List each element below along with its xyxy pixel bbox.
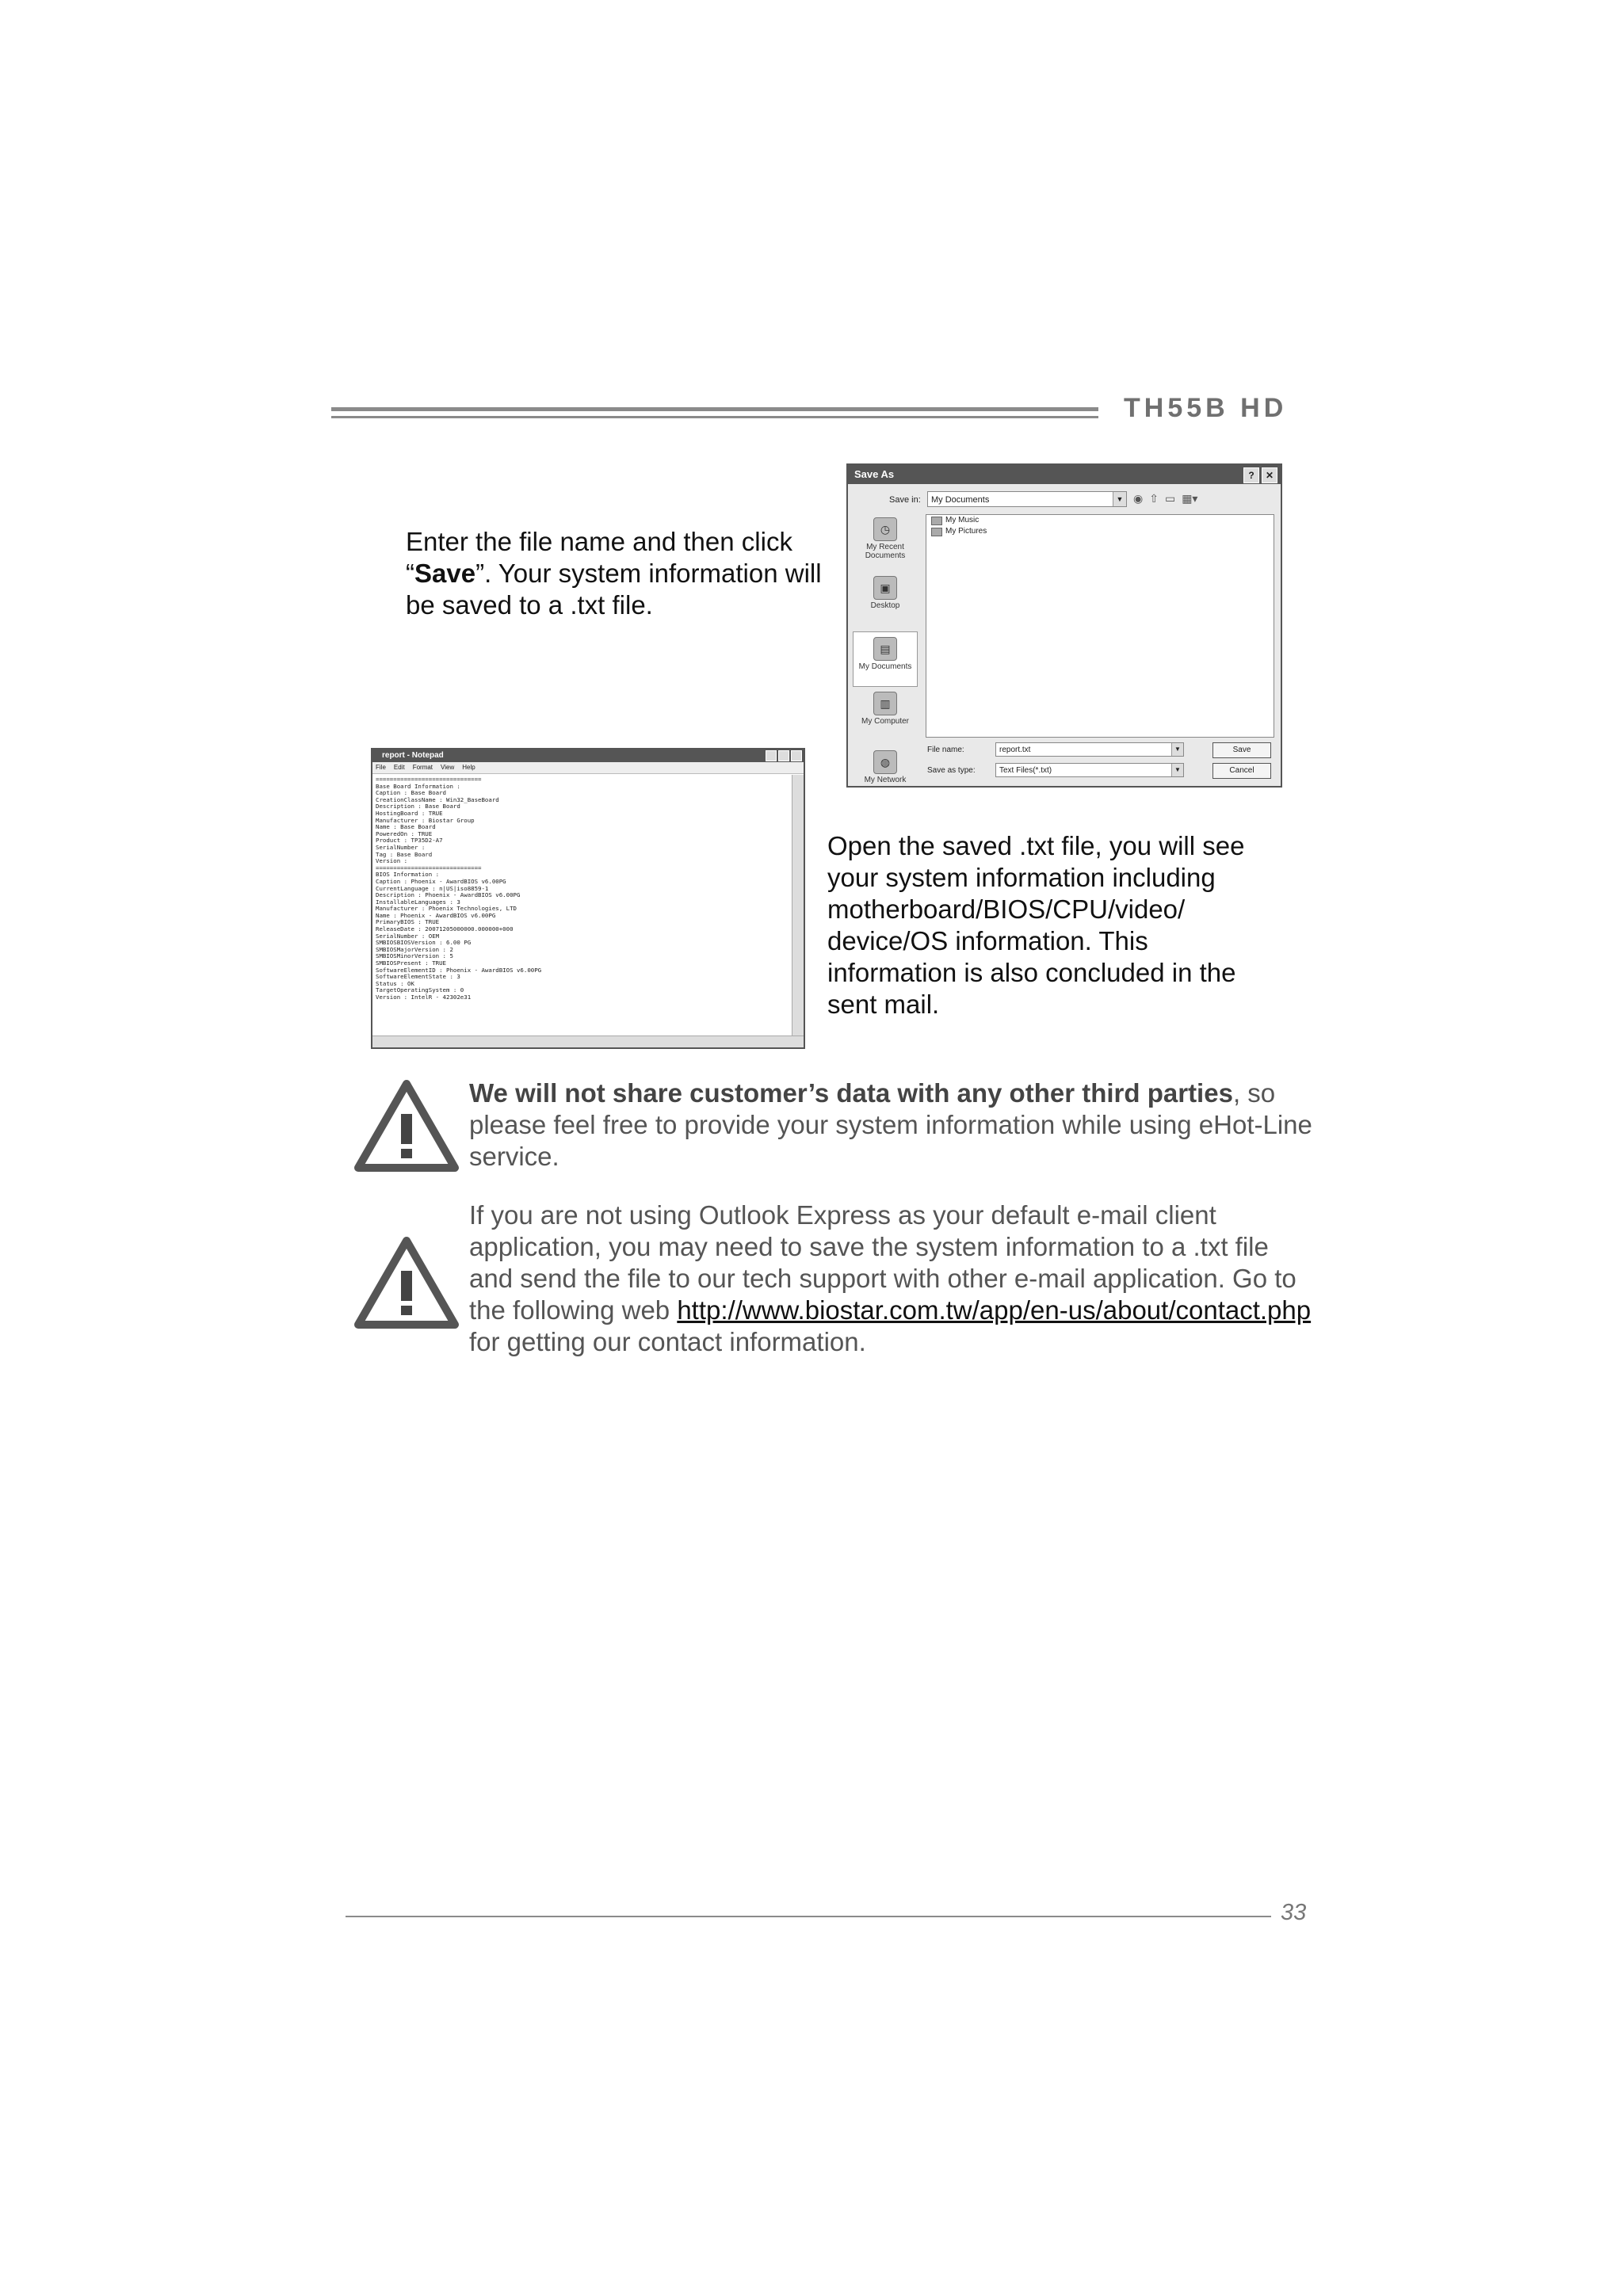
save-as-type-label: Save as type: <box>927 766 976 775</box>
folder-icon <box>931 528 942 536</box>
close-icon[interactable]: ✕ <box>1262 467 1277 483</box>
menu-view[interactable]: View <box>441 764 455 771</box>
my-documents-icon: ▤ <box>873 637 897 661</box>
outlook-note-text: If you are not using Outlook Express as your default e-mail client application, you may need to save the system information to a .txt file and send the file to our tech support with other e-mail application. Go to the following web <box>469 1200 1296 1325</box>
place-label: My Documents <box>858 662 912 671</box>
help-icon[interactable]: ? <box>1243 467 1259 483</box>
warning-triangle-icon <box>353 1079 460 1173</box>
computer-icon: ▥ <box>873 692 897 715</box>
places-bar <box>853 513 918 806</box>
chevron-down-icon: ▼ <box>1113 492 1126 506</box>
save-in-value: My Documents <box>931 495 990 505</box>
footer-rule <box>346 1916 1271 1917</box>
network-icon: ◍ <box>873 750 897 774</box>
dialog-title: Save As <box>854 468 895 480</box>
minimize-icon[interactable] <box>766 750 777 761</box>
open-file-paragraph: Open the saved .txt file, you will see your system information including motherboard/BIOS/CPU/video/ device/OS information. This information is also concluded in the sent mail. <box>827 831 1245 1019</box>
intro-paragraph <box>406 526 834 621</box>
notepad-window <box>371 748 805 1049</box>
save-as-type-select[interactable] <box>995 763 1184 777</box>
dialog-title-bar <box>848 465 1281 484</box>
file-name-label: File name: <box>927 746 964 754</box>
intro-text-end: ”. Your system information will be saved to a .txt file. <box>406 559 822 620</box>
place-label: My Computer <box>861 717 909 726</box>
file-name: My Music <box>945 516 980 524</box>
cancel-button[interactable]: Cancel <box>1212 763 1271 779</box>
close-icon[interactable] <box>791 750 802 761</box>
views-menu-icon[interactable]: ▦▾ <box>1182 492 1198 505</box>
save-in-select[interactable] <box>927 491 1127 507</box>
menu-file[interactable]: File <box>376 764 386 771</box>
new-folder-icon[interactable]: ▭ <box>1164 492 1176 505</box>
chevron-down-icon: ▼ <box>1171 764 1183 776</box>
list-item[interactable] <box>926 526 1274 537</box>
place-label: My Recent Documents <box>865 543 906 560</box>
maximize-icon[interactable] <box>778 750 789 761</box>
file-name-value: report.txt <box>999 746 1031 754</box>
file-name-field[interactable] <box>995 742 1184 757</box>
place-label: My Network <box>864 776 907 784</box>
header-rule-bottom <box>331 416 1098 418</box>
intro-text-start: Enter the file name and then click “ <box>406 527 792 588</box>
contact-link[interactable]: http://www.biostar.com.tw/app/en-us/about/contact.php <box>677 1295 1312 1325</box>
file-list[interactable] <box>926 514 1274 738</box>
recent-documents-icon: ◷ <box>873 517 897 541</box>
notepad-title-bar <box>372 749 804 762</box>
vertical-scrollbar[interactable] <box>792 775 804 1036</box>
file-name: My Pictures <box>945 527 987 536</box>
folder-icon <box>931 517 942 525</box>
outlook-note <box>469 1199 1317 1358</box>
menu-edit[interactable]: Edit <box>393 764 405 771</box>
place-desktop[interactable] <box>853 576 918 630</box>
list-item[interactable] <box>926 515 1274 526</box>
horizontal-scrollbar[interactable] <box>372 1035 804 1047</box>
menu-help[interactable]: Help <box>462 764 475 771</box>
notepad-title: report - Notepad <box>382 751 444 760</box>
place-my-computer[interactable] <box>853 692 918 746</box>
back-icon[interactable]: ◉ <box>1133 492 1144 505</box>
page-header-title: TH55B HD <box>1124 393 1288 423</box>
place-my-recent-documents[interactable] <box>853 517 918 571</box>
save-as-type-value: Text Files(*.txt) <box>999 766 1052 775</box>
place-my-network[interactable] <box>853 750 918 804</box>
notepad-text-area[interactable]: ============================== Base Board Information : Caption : Base Board CreationClassName : Win32_BaseBoard Description : Base Board HostingBoard : TRUE Manufacturer : Biostar Group Name : Base Board PoweredOn : TRUE Product : TP35D2-A7 SerialNumber : Tag : Base Board Version : ============================== BIOS Information : Caption : Phoenix - AwardBIOS v6.00PG CurrentLanguage : n|US|iso8859-1 Description : Phoenix - AwardBIOS v6.00PG InstallableLanguages : 3 Manufacturer : Phoenix Technologies, LTD Name : Phoenix - AwardBIOS v6.00PG PrimaryBIOS : TRUE ReleaseDate : 20071205000000.000000+000 SerialNumber : OEM SMBIOSBIOSVersion : 6.00 PG SMBIOSMajorVersion : 2 SMBIOSMinorVersion : 5 SMBIOSPresent : TRUE SoftwareElementID : Phoenix - AwardBIOS v6.00PG SoftwareElementState : 3 Status : OK TargetOperatingSystem : 0 Version : IntelR - 42302e31 <box>376 776 542 1001</box>
save-as-dialog <box>846 463 1282 788</box>
outlook-note-tail: for getting our contact information. <box>469 1327 866 1356</box>
up-folder-icon[interactable]: ⇧ <box>1149 492 1159 505</box>
privacy-note <box>469 1077 1317 1173</box>
warning-triangle-icon <box>353 1236 460 1329</box>
page-number: 33 <box>1281 1900 1307 1925</box>
place-my-documents[interactable] <box>853 631 918 687</box>
save-in-label: Save in: <box>889 495 921 505</box>
menu-format[interactable]: Format <box>412 764 433 771</box>
header-rule-top <box>331 407 1098 411</box>
save-button[interactable]: Save <box>1212 742 1271 758</box>
privacy-note-text: , so please feel free to provide your system information while using eHot-Line service. <box>469 1078 1312 1171</box>
privacy-note-emphasis: We will not share customer’s data with any other third parties <box>469 1078 1233 1108</box>
save-keyword: Save <box>414 559 476 588</box>
chevron-down-icon: ▼ <box>1171 743 1183 756</box>
place-label: Desktop <box>870 601 900 610</box>
notepad-menu-bar <box>372 762 804 774</box>
desktop-icon: ▣ <box>873 576 897 600</box>
dialog-toolbar <box>1133 492 1197 505</box>
